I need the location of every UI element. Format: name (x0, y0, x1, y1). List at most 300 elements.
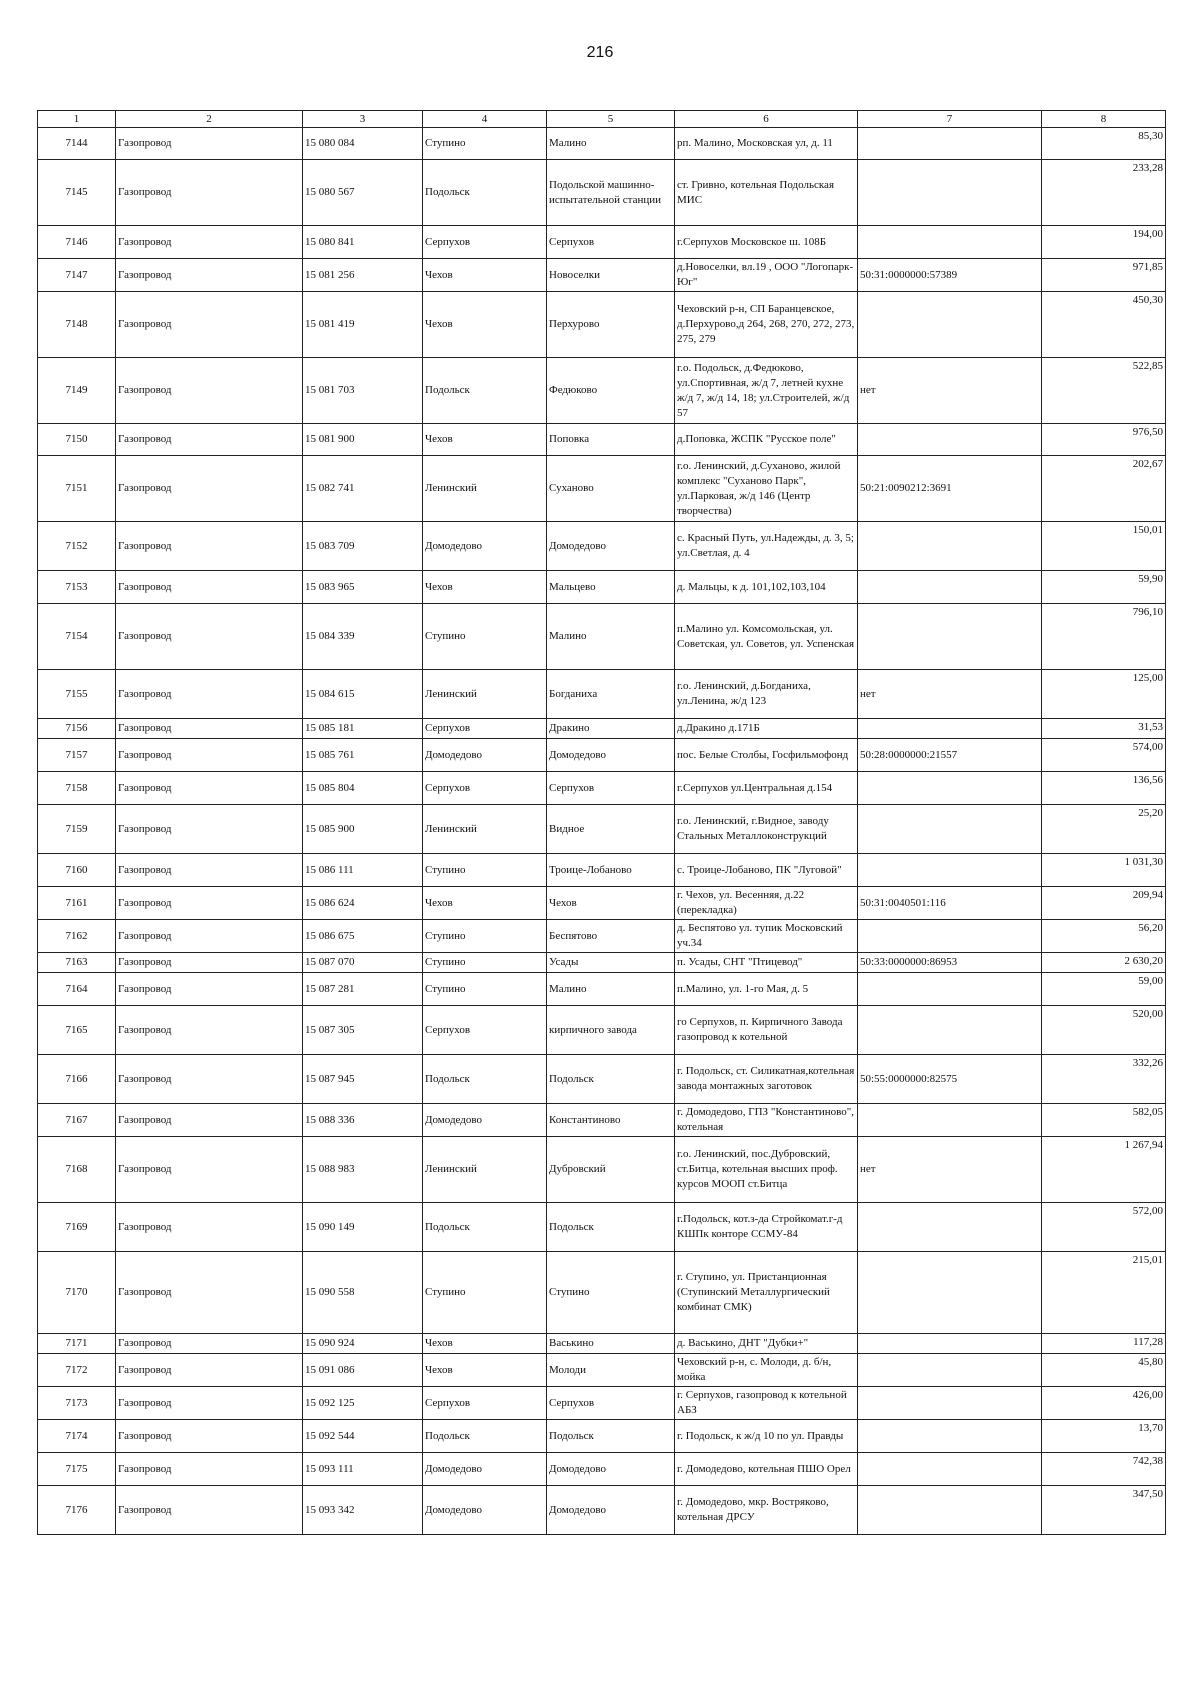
row-number-cell: 7172 (38, 1354, 116, 1387)
row-number-cell: 7171 (38, 1334, 116, 1354)
cadastral-number-cell: 50:33:0000000:86953 (858, 953, 1042, 973)
column-header: 7 (858, 111, 1042, 128)
object-code-cell: 15 090 558 (303, 1252, 423, 1334)
object-name-cell: Газопровод (116, 160, 303, 226)
row-number-cell: 7170 (38, 1252, 116, 1334)
object-name-cell: Газопровод (116, 1006, 303, 1055)
length-cell: 233,28 (1042, 160, 1166, 226)
district-cell: Ступино (423, 854, 547, 887)
cadastral-number-cell (858, 1354, 1042, 1387)
district-cell: Подольск (423, 1055, 547, 1104)
cadastral-number-cell: 50:55:0000000:82575 (858, 1055, 1042, 1104)
length-cell: 796,10 (1042, 604, 1166, 670)
cadastral-number-cell: нет (858, 358, 1042, 424)
table-row (38, 456, 1166, 522)
column-header: 3 (303, 111, 423, 128)
length-cell: 2 630,20 (1042, 953, 1166, 973)
row-number-cell: 7168 (38, 1137, 116, 1203)
object-name-cell: Газопровод (116, 259, 303, 292)
locality-cell: Дубровский (547, 1137, 675, 1203)
locality-cell: Ступино (547, 1252, 675, 1334)
locality-cell: Домодедово (547, 1453, 675, 1486)
length-cell: 202,67 (1042, 456, 1166, 522)
length-cell: 1 031,30 (1042, 854, 1166, 887)
object-name-cell: Газопровод (116, 887, 303, 920)
address-cell: г. Чехов, ул. Весенняя, д.22 (перекладка) (675, 887, 858, 920)
district-cell: Серпухов (423, 719, 547, 739)
object-code-cell: 15 082 741 (303, 456, 423, 522)
district-cell: Чехов (423, 424, 547, 456)
cadastral-number-cell (858, 1104, 1042, 1137)
object-code-cell: 15 093 342 (303, 1486, 423, 1535)
cadastral-number-cell: 50:28:0000000:21557 (858, 739, 1042, 772)
table-row (38, 920, 1166, 953)
row-number-cell: 7144 (38, 128, 116, 160)
locality-cell: Усады (547, 953, 675, 973)
object-code-cell: 15 087 305 (303, 1006, 423, 1055)
object-code-cell: 15 081 703 (303, 358, 423, 424)
cadastral-number-cell (858, 1453, 1042, 1486)
district-cell: Домодедово (423, 1486, 547, 1535)
object-code-cell: 15 080 084 (303, 128, 423, 160)
row-number-cell: 7174 (38, 1420, 116, 1453)
length-cell: 450,30 (1042, 292, 1166, 358)
cadastral-number-cell: нет (858, 670, 1042, 719)
object-code-cell: 15 093 111 (303, 1453, 423, 1486)
locality-cell: Домодедово (547, 522, 675, 571)
object-code-cell: 15 083 965 (303, 571, 423, 604)
address-cell: г.о. Подольск, д.Федюково, ул.Спортивная, ж/д 7, летней кухне ж/д 7, ж/д 14, 18; ул.Строителей, ж/д 57 (675, 358, 858, 424)
locality-cell: Видное (547, 805, 675, 854)
object-name-cell: Газопровод (116, 1055, 303, 1104)
object-name-cell: Газопровод (116, 358, 303, 424)
address-cell: г. Ступино, ул. Пристанционная (Ступинский Металлургический комбинат СМК) (675, 1252, 858, 1334)
locality-cell: Серпухов (547, 1387, 675, 1420)
row-number-cell: 7159 (38, 805, 116, 854)
address-cell: г.Подольск, кот.з-да Стройкомат.г-д КШПк конторе ССМУ-84 (675, 1203, 858, 1252)
district-cell: Домодедово (423, 522, 547, 571)
length-cell: 742,38 (1042, 1453, 1166, 1486)
object-code-cell: 15 081 419 (303, 292, 423, 358)
locality-cell: Малино (547, 604, 675, 670)
object-name-cell: Газопровод (116, 424, 303, 456)
row-number-cell: 7154 (38, 604, 116, 670)
locality-cell: Мальцево (547, 571, 675, 604)
table-row (38, 1252, 1166, 1334)
length-cell: 194,00 (1042, 226, 1166, 259)
object-code-cell: 15 086 111 (303, 854, 423, 887)
district-cell: Домодедово (423, 1453, 547, 1486)
district-cell: Ступино (423, 973, 547, 1006)
row-number-cell: 7161 (38, 887, 116, 920)
table-row (38, 1334, 1166, 1354)
address-cell: д.Новоселки, вл.19 , ООО "Логопарк-Юг" (675, 259, 858, 292)
table-row (38, 1006, 1166, 1055)
length-cell: 125,00 (1042, 670, 1166, 719)
locality-cell: Суханово (547, 456, 675, 522)
cadastral-number-cell (858, 571, 1042, 604)
district-cell: Ленинский (423, 670, 547, 719)
object-code-cell: 15 084 339 (303, 604, 423, 670)
cadastral-number-cell (858, 1252, 1042, 1334)
object-name-cell: Газопровод (116, 1387, 303, 1420)
table-row (38, 1203, 1166, 1252)
cadastral-number-cell (858, 128, 1042, 160)
length-cell: 522,85 (1042, 358, 1166, 424)
cadastral-number-cell (858, 854, 1042, 887)
object-name-cell: Газопровод (116, 854, 303, 887)
column-header: 1 (38, 111, 116, 128)
address-cell: Чеховский р-н, СП Баранцевское, д.Перхурово,д 264, 268, 270, 272, 273, 275, 279 (675, 292, 858, 358)
object-name-cell: Газопровод (116, 1354, 303, 1387)
object-name-cell: Газопровод (116, 1420, 303, 1453)
object-code-cell: 15 092 544 (303, 1420, 423, 1453)
row-number-cell: 7162 (38, 920, 116, 953)
length-cell: 117,28 (1042, 1334, 1166, 1354)
table-row (38, 887, 1166, 920)
address-cell: рп. Малино, Московская ул, д. 11 (675, 128, 858, 160)
length-cell: 520,00 (1042, 1006, 1166, 1055)
object-name-cell: Газопровод (116, 456, 303, 522)
object-code-cell: 15 090 149 (303, 1203, 423, 1252)
object-code-cell: 15 088 336 (303, 1104, 423, 1137)
row-number-cell: 7165 (38, 1006, 116, 1055)
cadastral-number-cell (858, 424, 1042, 456)
length-cell: 59,00 (1042, 973, 1166, 1006)
object-name-cell: Газопровод (116, 571, 303, 604)
object-code-cell: 15 086 675 (303, 920, 423, 953)
row-number-cell: 7175 (38, 1453, 116, 1486)
object-code-cell: 15 087 281 (303, 973, 423, 1006)
district-cell: Чехов (423, 292, 547, 358)
row-number-cell: 7153 (38, 571, 116, 604)
locality-cell: Федюково (547, 358, 675, 424)
cadastral-number-cell (858, 160, 1042, 226)
object-code-cell: 15 081 256 (303, 259, 423, 292)
object-name-cell: Газопровод (116, 1252, 303, 1334)
district-cell: Чехов (423, 571, 547, 604)
length-cell: 971,85 (1042, 259, 1166, 292)
row-number-cell: 7169 (38, 1203, 116, 1252)
object-code-cell: 15 085 900 (303, 805, 423, 854)
address-cell: ст. Гривно, котельная Подольская МИС (675, 160, 858, 226)
district-cell: Чехов (423, 887, 547, 920)
object-name-cell: Газопровод (116, 772, 303, 805)
table-row (38, 1420, 1166, 1453)
locality-cell: Серпухов (547, 226, 675, 259)
object-name-cell: Газопровод (116, 973, 303, 1006)
object-name-cell: Газопровод (116, 226, 303, 259)
table-row (38, 670, 1166, 719)
row-number-cell: 7173 (38, 1387, 116, 1420)
address-cell: г.о. Ленинский, д.Богданиха, ул.Ленина, ж/д 123 (675, 670, 858, 719)
cadastral-number-cell: нет (858, 1137, 1042, 1203)
column-header: 8 (1042, 111, 1166, 128)
row-number-cell: 7176 (38, 1486, 116, 1535)
row-number-cell: 7156 (38, 719, 116, 739)
table-row (38, 973, 1166, 1006)
district-cell: Серпухов (423, 772, 547, 805)
district-cell: Серпухов (423, 1387, 547, 1420)
address-cell: д. Мальцы, к д. 101,102,103,104 (675, 571, 858, 604)
locality-cell: Дракино (547, 719, 675, 739)
table-row (38, 854, 1166, 887)
object-name-cell: Газопровод (116, 128, 303, 160)
object-name-cell: Газопровод (116, 920, 303, 953)
table-row (38, 571, 1166, 604)
column-header: 4 (423, 111, 547, 128)
row-number-cell: 7151 (38, 456, 116, 522)
address-cell: г. Серпухов, газопровод к котельной АБЗ (675, 1387, 858, 1420)
object-code-cell: 15 087 945 (303, 1055, 423, 1104)
column-header: 6 (675, 111, 858, 128)
length-cell: 31,53 (1042, 719, 1166, 739)
district-cell: Подольск (423, 1203, 547, 1252)
table-row (38, 424, 1166, 456)
row-number-cell: 7164 (38, 973, 116, 1006)
object-code-cell: 15 085 181 (303, 719, 423, 739)
table-row (38, 1055, 1166, 1104)
table-row (38, 1486, 1166, 1535)
row-number-cell: 7167 (38, 1104, 116, 1137)
table-row (38, 1137, 1166, 1203)
address-cell: пос. Белые Столбы, Госфильмофонд (675, 739, 858, 772)
object-name-cell: Газопровод (116, 1453, 303, 1486)
cadastral-number-cell (858, 522, 1042, 571)
district-cell: Подольск (423, 1420, 547, 1453)
length-cell: 574,00 (1042, 739, 1166, 772)
locality-cell: Подольск (547, 1055, 675, 1104)
length-cell: 215,01 (1042, 1252, 1166, 1334)
cadastral-number-cell (858, 1486, 1042, 1535)
cadastral-number-cell (858, 226, 1042, 259)
length-cell: 1 267,94 (1042, 1137, 1166, 1203)
table-row (38, 805, 1166, 854)
table-row (38, 226, 1166, 259)
length-cell: 45,80 (1042, 1354, 1166, 1387)
cadastral-number-cell (858, 1203, 1042, 1252)
row-number-cell: 7166 (38, 1055, 116, 1104)
cadastral-number-cell (858, 604, 1042, 670)
table-row (38, 1354, 1166, 1387)
row-number-cell: 7149 (38, 358, 116, 424)
district-cell: Чехов (423, 259, 547, 292)
cadastral-number-cell (858, 1006, 1042, 1055)
address-cell: с. Красный Путь, ул.Надежды, д. 3, 5; ул.Светлая, д. 4 (675, 522, 858, 571)
address-cell: го Серпухов, п. Кирпичного Завода газопровод к котельной (675, 1006, 858, 1055)
row-number-cell: 7160 (38, 854, 116, 887)
cadastral-number-cell (858, 805, 1042, 854)
object-name-cell: Газопровод (116, 604, 303, 670)
locality-cell: Васькино (547, 1334, 675, 1354)
table-row (38, 292, 1166, 358)
gas-pipeline-registry-table (37, 110, 1166, 1535)
object-code-cell: 15 090 924 (303, 1334, 423, 1354)
cadastral-number-cell: 50:31:0000000:57389 (858, 259, 1042, 292)
object-name-cell: Газопровод (116, 522, 303, 571)
locality-cell: Малино (547, 973, 675, 1006)
district-cell: Чехов (423, 1354, 547, 1387)
table-row (38, 358, 1166, 424)
locality-cell: Малино (547, 128, 675, 160)
object-name-cell: Газопровод (116, 1486, 303, 1535)
object-name-cell: Газопровод (116, 953, 303, 973)
locality-cell: Молоди (547, 1354, 675, 1387)
locality-cell: Серпухов (547, 772, 675, 805)
district-cell: Чехов (423, 1334, 547, 1354)
column-header: 2 (116, 111, 303, 128)
length-cell: 56,20 (1042, 920, 1166, 953)
cadastral-number-cell (858, 292, 1042, 358)
address-cell: г.Серпухов Московское ш. 108Б (675, 226, 858, 259)
address-cell: Чеховский р-н, с. Молоди, д. б/н, мойка (675, 1354, 858, 1387)
cadastral-number-cell (858, 1420, 1042, 1453)
column-header: 5 (547, 111, 675, 128)
address-cell: д.Дракино д.171Б (675, 719, 858, 739)
table-row (38, 1387, 1166, 1420)
address-cell: д. Беспятово ул. тупик Московский уч.34 (675, 920, 858, 953)
locality-cell: Троице-Лобаново (547, 854, 675, 887)
object-code-cell: 15 091 086 (303, 1354, 423, 1387)
locality-cell: Поповка (547, 424, 675, 456)
address-cell: д.Поповка, ЖСПК "Русское поле" (675, 424, 858, 456)
object-code-cell: 15 085 804 (303, 772, 423, 805)
district-cell: Ленинский (423, 805, 547, 854)
district-cell: Подольск (423, 358, 547, 424)
cadastral-number-cell (858, 1334, 1042, 1354)
address-cell: г.Серпухов ул.Центральная д.154 (675, 772, 858, 805)
locality-cell: Беспятово (547, 920, 675, 953)
object-code-cell: 15 083 709 (303, 522, 423, 571)
object-name-cell: Газопровод (116, 739, 303, 772)
row-number-cell: 7163 (38, 953, 116, 973)
table-row (38, 160, 1166, 226)
object-name-cell: Газопровод (116, 1203, 303, 1252)
district-cell: Ступино (423, 1252, 547, 1334)
object-name-cell: Газопровод (116, 1137, 303, 1203)
object-code-cell: 15 086 624 (303, 887, 423, 920)
length-cell: 976,50 (1042, 424, 1166, 456)
length-cell: 572,00 (1042, 1203, 1166, 1252)
address-cell: г. Домодедово, котельная ПШО Орел (675, 1453, 858, 1486)
cadastral-number-cell (858, 973, 1042, 1006)
length-cell: 59,90 (1042, 571, 1166, 604)
district-cell: Серпухов (423, 226, 547, 259)
length-cell: 347,50 (1042, 1486, 1166, 1535)
address-cell: г.о. Ленинский, пос.Дубровский, ст.Битца, котельная высших проф. курсов МООП ст.Битца (675, 1137, 858, 1203)
cadastral-number-cell (858, 719, 1042, 739)
object-name-cell: Газопровод (116, 1334, 303, 1354)
table-row (38, 604, 1166, 670)
row-number-cell: 7145 (38, 160, 116, 226)
row-number-cell: 7147 (38, 259, 116, 292)
address-cell: г. Подольск, ст. Силикатная,котельная завода монтажных заготовок (675, 1055, 858, 1104)
row-number-cell: 7152 (38, 522, 116, 571)
locality-cell: Перхурово (547, 292, 675, 358)
locality-cell: Богданиха (547, 670, 675, 719)
address-cell: г. Домодедово, мкр. Востряково, котельная ДРСУ (675, 1486, 858, 1535)
address-cell: г. Подольск, к ж/д 10 по ул. Правды (675, 1420, 858, 1453)
row-number-cell: 7150 (38, 424, 116, 456)
locality-cell: кирпичного завода (547, 1006, 675, 1055)
locality-cell: Подольской машинно-испытательной станции (547, 160, 675, 226)
object-name-cell: Газопровод (116, 670, 303, 719)
length-cell: 85,30 (1042, 128, 1166, 160)
table-row (38, 719, 1166, 739)
object-code-cell: 15 085 761 (303, 739, 423, 772)
table-row (38, 953, 1166, 973)
locality-cell: Константиново (547, 1104, 675, 1137)
object-code-cell: 15 092 125 (303, 1387, 423, 1420)
object-code-cell: 15 081 900 (303, 424, 423, 456)
object-name-cell: Газопровод (116, 292, 303, 358)
header-row (38, 111, 1166, 128)
address-cell: п.Малино, ул. 1-го Мая, д. 5 (675, 973, 858, 1006)
table-row (38, 1453, 1166, 1486)
locality-cell: Домодедово (547, 1486, 675, 1535)
object-name-cell: Газопровод (116, 719, 303, 739)
address-cell: п.Малино ул. Комсомольская, ул. Советская, ул. Советов, ул. Успенская (675, 604, 858, 670)
object-name-cell: Газопровод (116, 1104, 303, 1137)
length-cell: 150,01 (1042, 522, 1166, 571)
row-number-cell: 7155 (38, 670, 116, 719)
length-cell: 13,70 (1042, 1420, 1166, 1453)
locality-cell: Чехов (547, 887, 675, 920)
locality-cell: Новоселки (547, 259, 675, 292)
row-number-cell: 7157 (38, 739, 116, 772)
object-code-cell: 15 080 567 (303, 160, 423, 226)
cadastral-number-cell (858, 1387, 1042, 1420)
district-cell: Ступино (423, 604, 547, 670)
object-code-cell: 15 088 983 (303, 1137, 423, 1203)
length-cell: 25,20 (1042, 805, 1166, 854)
object-code-cell: 15 080 841 (303, 226, 423, 259)
row-number-cell: 7148 (38, 292, 116, 358)
object-code-cell: 15 084 615 (303, 670, 423, 719)
district-cell: Ленинский (423, 1137, 547, 1203)
address-cell: с. Троице-Лобаново, ПК "Луговой" (675, 854, 858, 887)
object-name-cell: Газопровод (116, 805, 303, 854)
table-row (38, 522, 1166, 571)
table-row (38, 739, 1166, 772)
cadastral-number-cell (858, 920, 1042, 953)
address-cell: г. Домодедово, ГПЗ "Константиново", котельная (675, 1104, 858, 1137)
locality-cell: Подольск (547, 1203, 675, 1252)
locality-cell: Подольск (547, 1420, 675, 1453)
table-row (38, 772, 1166, 805)
district-cell: Домодедово (423, 739, 547, 772)
table-row (38, 128, 1166, 160)
table-row (38, 259, 1166, 292)
district-cell: Подольск (423, 160, 547, 226)
length-cell: 209,94 (1042, 887, 1166, 920)
cadastral-number-cell: 50:21:0090212:3691 (858, 456, 1042, 522)
row-number-cell: 7146 (38, 226, 116, 259)
page-number: 216 (586, 44, 614, 61)
cadastral-number-cell (858, 772, 1042, 805)
address-cell: д. Васькино, ДНТ "Дубки+" (675, 1334, 858, 1354)
district-cell: Ступино (423, 128, 547, 160)
length-cell: 582,05 (1042, 1104, 1166, 1137)
cadastral-number-cell: 50:31:0040501:116 (858, 887, 1042, 920)
row-number-cell: 7158 (38, 772, 116, 805)
address-cell: г.о. Ленинский, д.Суханово, жилой комплекс "Суханово Парк", ул.Парковая, ж/д 146 (Центр творчества) (675, 456, 858, 522)
table-row (38, 1104, 1166, 1137)
length-cell: 332,26 (1042, 1055, 1166, 1104)
district-cell: Серпухов (423, 1006, 547, 1055)
length-cell: 136,56 (1042, 772, 1166, 805)
object-code-cell: 15 087 070 (303, 953, 423, 973)
